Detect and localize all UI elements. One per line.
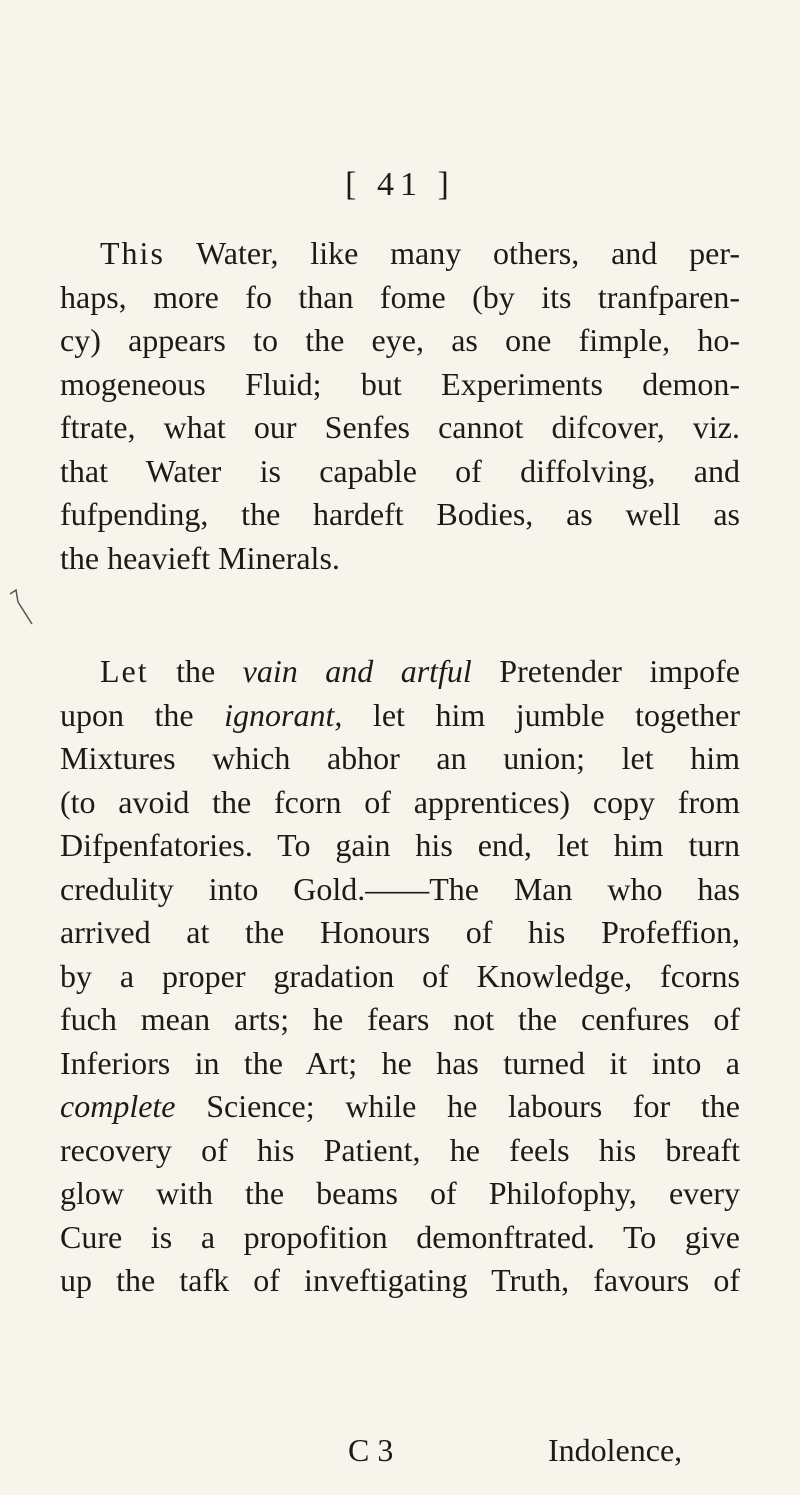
page-number: [ 41 ]	[345, 166, 455, 203]
page-footer	[0, 1432, 800, 1476]
text-line: glow with the beams of Philofophy, every	[60, 1175, 740, 1211]
text-line: Inferiors in the Art; he has turned it into a	[60, 1044, 740, 1081]
text-line: upon the ignorant, let him jumble together	[60, 696, 740, 733]
text-line: that Water is capable of diffolving, and	[60, 452, 740, 489]
text-line: mogeneous Fluid; but Experiments demon-	[60, 365, 740, 402]
text-line: recovery of his Patient, he feels his breaft	[60, 1131, 740, 1168]
text-line: the heavieft Minerals.	[60, 539, 340, 576]
text-line: ftrate, what our Senfes cannot difcover, viz.	[60, 409, 740, 445]
signature-mark: C 3	[348, 1432, 394, 1468]
text-line: credulity into Gold.——The Man who has	[60, 870, 740, 907]
text-line: up the tafk of inveftigating Truth, favours of	[60, 1262, 740, 1298]
text-line: Difpenfatories. To gain his end, let him turn	[60, 827, 740, 863]
text-line: haps, more fo than fome (by its tranfparen-	[60, 278, 740, 315]
text-line: by a proper gradation of Knowledge, fcorns	[60, 957, 740, 994]
text-line: (to avoid the fcorn of apprentices) copy from	[60, 783, 740, 820]
text-line: cy) appears to the eye, as one fimple, ho-	[60, 322, 740, 358]
text-line: arrived at the Honours of his Profeffion,	[60, 914, 740, 950]
text-line: complete Science; while he labours for the	[60, 1088, 740, 1124]
catchword: Indolence,	[548, 1432, 683, 1468]
margin-pencil-mark	[6, 588, 36, 628]
text-line: Mixtures which abhor an union; let him	[60, 740, 740, 776]
text-line: fufpending, the hardeft Bodies, as well as	[60, 496, 740, 532]
text-line: This Water, like many others, and per-	[100, 235, 740, 271]
paragraph-2	[60, 650, 740, 1303]
text-line: Cure is a propofition demonftrated. To give	[60, 1218, 740, 1255]
paragraph-1	[60, 232, 740, 580]
text-line: Let the vain and artful Pretender impofe	[100, 653, 741, 689]
text-line: fuch mean arts; he fears not the cenfures of	[60, 1001, 740, 1037]
